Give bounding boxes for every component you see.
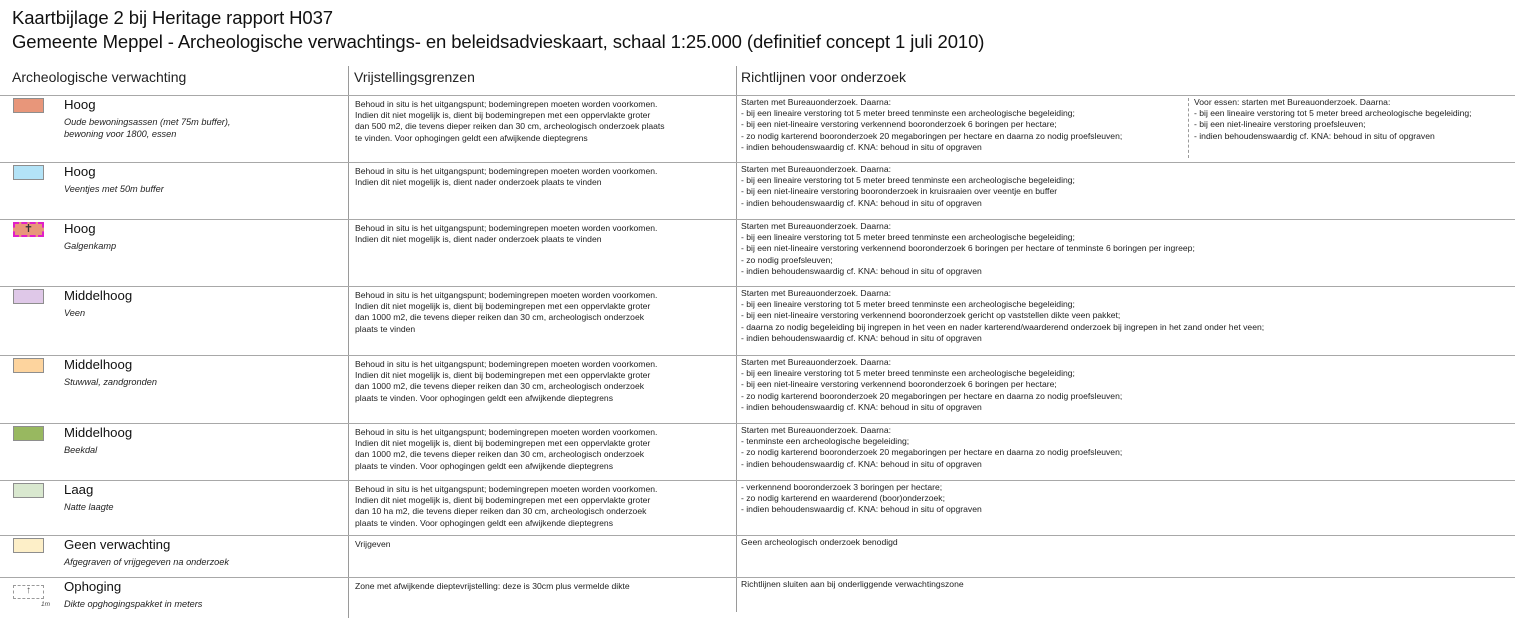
vrijstelling-cell (355, 484, 657, 529)
legend-swatch (13, 165, 44, 180)
vrijstelling-cell (355, 223, 657, 245)
expectation-level: Middelhoog (64, 288, 133, 303)
vrijstelling-line: Behoud in situ is het uitgangspunt; bodemingrepen moeten worden voorkomen. (355, 99, 658, 109)
vrijstelling-cell (355, 359, 657, 404)
richtlijnen-essen-line: - indien behoudenswaardig cf. KNA: behoud in situ of opgraven (1194, 130, 1435, 141)
legend-swatch (13, 426, 44, 441)
vrijstelling-cell (355, 99, 665, 144)
legend-swatch (13, 483, 44, 498)
column-header-richtlijnen: Richtlijnen voor onderzoek (741, 69, 906, 85)
richtlijnen-line: - bij een lineaire verstoring tot 5 meter breed tenminste een archeologische begeleiding; (741, 232, 1075, 243)
richtlijnen-line: - bij een niet-lineaire verstoring booronderzoek in kruisraaien over veentje en buffer (741, 186, 1058, 197)
richtlijnen-line: - indien behoudenswaardig cf. KNA: behoud in situ of opgraven (741, 332, 982, 343)
row-divider (0, 423, 1515, 424)
richtlijnen-cell (741, 97, 1122, 153)
richtlijnen-line: - indien behoudenswaardig cf. KNA: behoud in situ of opgraven (741, 197, 982, 208)
richtlijnen-cell (741, 579, 964, 590)
zone-description: Galgenkamp (64, 241, 117, 251)
thickness-label: 1m (41, 601, 51, 608)
vrijstelling-line: Behoud in situ is het uitgangspunt; bodemingrepen moeten worden voorkomen. (355, 427, 658, 437)
vrijstelling-line: Zone met afwijkende dieptevrijstelling: deze is 30cm plus vermelde dikte (355, 581, 630, 591)
vrijstelling-line: Behoud in situ is het uitgangspunt; bodemingrepen moeten worden voorkomen. (355, 166, 658, 176)
expectation-level: Middelhoog (64, 357, 133, 372)
vrijstelling-line: dan 1000 m2, die tevens dieper reiken dan 30 cm, archeologisch onderzoek (355, 312, 645, 323)
legend-swatch (13, 289, 44, 304)
vrijstelling-line: plaats te vinden (355, 323, 416, 334)
title-line-2: Gemeente Meppel - Archeologische verwachtings- en beleidsadvieskaart, schaal 1:25.000 (definitief concept 1 juli 2010) (12, 31, 985, 52)
vrijstelling-line: Behoud in situ is het uitgangspunt; bodemingrepen moeten worden voorkomen. (355, 484, 658, 494)
vrijstelling-line: dan 500 m2, die tevens dieper reiken dan 30 cm, archeologisch onderzoek plaats (355, 121, 665, 132)
vrijstelling-cell (355, 166, 657, 188)
richtlijnen-line: - bij een niet-lineaire verstoring verkennend booronderzoek 6 boringen per hectare; (741, 379, 1057, 390)
richtlijnen-line: - zo nodig karterend booronderzoek 20 megaboringen per hectare en daarna zo nodig proefsleuven; (741, 447, 1123, 458)
row-divider (0, 480, 1515, 481)
richtlijnen-essen-line: Voor essen: starten met Bureauonderzoek. Daarna: (1194, 97, 1391, 107)
richtlijnen-line: - zo nodig karterend booronderzoek 20 megaboringen per hectare en daarna zo nodig proefsleuven; (741, 130, 1123, 141)
vrijstelling-line: Indien dit niet mogelijk is, dient nader onderzoek plaats te vinden (355, 177, 602, 188)
richtlijnen-essen-line: - bij een lineaire verstoring tot 5 meter breed archeologische begeleiding; (1194, 108, 1472, 119)
vrijstelling-line: Behoud in situ is het uitgangspunt; bodemingrepen moeten worden voorkomen. (355, 290, 658, 300)
richtlijnen-essen-line: - bij een niet-lineaire verstoring proefsleuven; (1194, 119, 1366, 130)
richtlijnen-line: Richtlijnen sluiten aan bij onderliggende verwachtingszone (741, 579, 964, 589)
legend-swatch (13, 98, 44, 113)
column-header-verwachting: Archeologische verwachting (12, 69, 187, 85)
richtlijnen-line: Starten met Bureauonderzoek. Daarna: (741, 425, 892, 435)
richtlijnen-line: - bij een niet-lineaire verstoring verkennend booronderzoek 6 boringen per hectare of tenminste 6 boringen per ingreep; (741, 243, 1195, 254)
vrijstelling-cell (355, 290, 657, 335)
zone-description: Stuwwal, zandgronden (64, 377, 157, 387)
richtlijnen-cell (741, 288, 1264, 344)
zone-description: Oude bewoningsassen (met 75m buffer), (64, 117, 231, 127)
zone-description: Beekdal (64, 445, 98, 455)
richtlijnen-line: - zo nodig proefsleuven; (741, 254, 833, 265)
cross-icon: ✝ (23, 223, 34, 235)
vrijstelling-line: plaats te vinden. Voor ophogingen geldt een afwijkende dieptegrens (355, 517, 614, 528)
richtlijnen-cell (741, 537, 898, 548)
zone-description: Veen (64, 308, 86, 318)
richtlijnen-line: - indien behoudenswaardig cf. KNA: behoud in situ of opgraven (741, 504, 982, 515)
vrijstelling-line: te vinden. Voor ophogingen geldt een afwijkende dieptegrens (355, 132, 588, 143)
vrijstelling-line: Behoud in situ is het uitgangspunt; bodemingrepen moeten worden voorkomen. (355, 359, 658, 369)
richtlijnen-cell (741, 482, 982, 516)
legend-swatch (13, 222, 44, 237)
row-divider (0, 355, 1515, 356)
richtlijnen-line: - bij een lineaire verstoring tot 5 meter breed tenminste een archeologische begeleiding; (741, 299, 1075, 310)
row-divider (0, 95, 1515, 96)
ophoging-symbol (13, 585, 44, 599)
expectation-level: Ophoging (64, 579, 122, 594)
zone-description: Dikte opghogingspakket in meters (64, 599, 203, 609)
richtlijnen-line: Starten met Bureauonderzoek. Daarna: (741, 97, 892, 107)
richtlijnen-line: - indien behoudenswaardig cf. KNA: behoud in situ of opgraven (741, 458, 982, 469)
vrijstelling-cell (355, 581, 630, 592)
richtlijnen-line: - bij een niet-lineaire verstoring verkennend booronderzoek gericht op vaststellen dikte veen pakket; (741, 310, 1121, 321)
vrijstelling-line: dan 1000 m2, die tevens dieper reiken dan 30 cm, archeologisch onderzoek (355, 381, 645, 392)
richtlijnen-line: - indien behoudenswaardig cf. KNA: behoud in situ of opgraven (741, 265, 982, 276)
expectation-level: Hoog (64, 97, 96, 112)
vrijstelling-cell (355, 539, 391, 550)
vrijstelling-line: Indien dit niet mogelijk is, dient bij bodemingrepen met een oppervlakte groter (355, 110, 651, 121)
richtlijnen-cell (741, 425, 1122, 470)
richtlijnen-line: - bij een lineaire verstoring tot 5 meter breed tenminste een archeologische begeleiding; (741, 108, 1075, 119)
richtlijnen-line: - tenminste een archeologische begeleiding; (741, 436, 910, 447)
legend-swatch (13, 358, 44, 373)
arrow-up-icon: ↑ (26, 585, 31, 596)
vrijstelling-line: dan 1000 m2, die tevens dieper reiken dan 30 cm, archeologisch onderzoek (355, 449, 645, 460)
richtlijnen-line: - verkennend booronderzoek 3 boringen per hectare; (741, 482, 943, 492)
richtlijnen-line: Geen archeologisch onderzoek benodigd (741, 537, 898, 547)
richtlijnen-line: - bij een lineaire verstoring tot 5 meter breed tenminste een archeologische begeleiding; (741, 368, 1075, 379)
richtlijnen-line: - daarna zo nodig begeleiding bij ingrepen in het veen en nader karterend/waarderend onderzoek bij ingrepen in het zand onder het veen; (741, 321, 1265, 332)
zone-description: bewoning voor 1800, essen (64, 129, 177, 139)
row-divider (0, 162, 1515, 163)
row-divider (0, 286, 1515, 287)
richtlijnen-line: - zo nodig karterend booronderzoek 20 megaboringen per hectare en daarna zo nodig proefsleuven; (741, 390, 1123, 401)
vrijstelling-line: dan 10 ha m2, die tevens dieper reiken dan 30 cm, archeologisch onderzoek (355, 506, 647, 517)
richtlijnen-cell (741, 164, 1075, 209)
richtlijnen-line: - indien behoudenswaardig cf. KNA: behoud in situ of opgraven (741, 141, 982, 152)
row-divider (0, 219, 1515, 220)
richtlijnen-line: - zo nodig karterend en waarderend (boor)onderzoek; (741, 493, 945, 504)
zone-description: Veentjes met 50m buffer (64, 184, 164, 194)
richtlijnen-line: Starten met Bureauonderzoek. Daarna: (741, 357, 892, 367)
vrijstelling-line: Vrijgeven (355, 539, 391, 549)
expectation-level: Hoog (64, 164, 96, 179)
expectation-level: Geen verwachting (64, 537, 171, 552)
legend-swatch (13, 538, 44, 553)
richtlijnen-cell (741, 221, 1195, 277)
essen-divider (1188, 98, 1189, 158)
column-divider-2 (736, 66, 737, 612)
expectation-level: Middelhoog (64, 425, 133, 440)
expectation-level: Laag (64, 482, 94, 497)
richtlijnen-line: Starten met Bureauonderzoek. Daarna: (741, 221, 892, 231)
title-line-1: Kaartbijlage 2 bij Heritage rapport H037 (12, 7, 333, 28)
richtlijnen-line: Starten met Bureauonderzoek. Daarna: (741, 288, 892, 298)
vrijstelling-line: plaats te vinden. Voor ophogingen geldt een afwijkende dieptegrens (355, 460, 614, 471)
vrijstelling-line: Indien dit niet mogelijk is, dient bij bodemingrepen met een oppervlakte groter (355, 438, 651, 449)
vrijstelling-line: Indien dit niet mogelijk is, dient bij bodemingrepen met een oppervlakte groter (355, 495, 651, 506)
zone-description: Natte laagte (64, 502, 114, 512)
richtlijnen-line: - bij een lineaire verstoring tot 5 meter breed tenminste een archeologische begeleiding; (741, 175, 1075, 186)
richtlijnen-line: - bij een niet-lineaire verstoring verkennend booronderzoek 6 boringen per hectare; (741, 119, 1057, 130)
row-divider (0, 577, 1515, 578)
richtlijnen-essen-cell (1194, 97, 1472, 142)
row-divider (0, 535, 1515, 536)
vrijstelling-line: Indien dit niet mogelijk is, dient nader onderzoek plaats te vinden (355, 234, 602, 245)
vrijstelling-line: Behoud in situ is het uitgangspunt; bodemingrepen moeten worden voorkomen. (355, 223, 658, 233)
vrijstelling-line: Indien dit niet mogelijk is, dient bij bodemingrepen met een oppervlakte groter (355, 370, 651, 381)
vrijstelling-cell (355, 427, 657, 472)
richtlijnen-cell (741, 357, 1122, 413)
expectation-level: Hoog (64, 221, 96, 236)
richtlijnen-line: - indien behoudenswaardig cf. KNA: behoud in situ of opgraven (741, 401, 982, 412)
zone-description: Afgegraven of vrijgegeven na onderzoek (64, 557, 229, 567)
vrijstelling-line: Indien dit niet mogelijk is, dient bij bodemingrepen met een oppervlakte groter (355, 301, 651, 312)
column-header-vrijstellingsgrenzen: Vrijstellingsgrenzen (354, 69, 475, 85)
richtlijnen-line: Starten met Bureauonderzoek. Daarna: (741, 164, 892, 174)
vrijstelling-line: plaats te vinden. Voor ophogingen geldt een afwijkende dieptegrens (355, 392, 614, 403)
